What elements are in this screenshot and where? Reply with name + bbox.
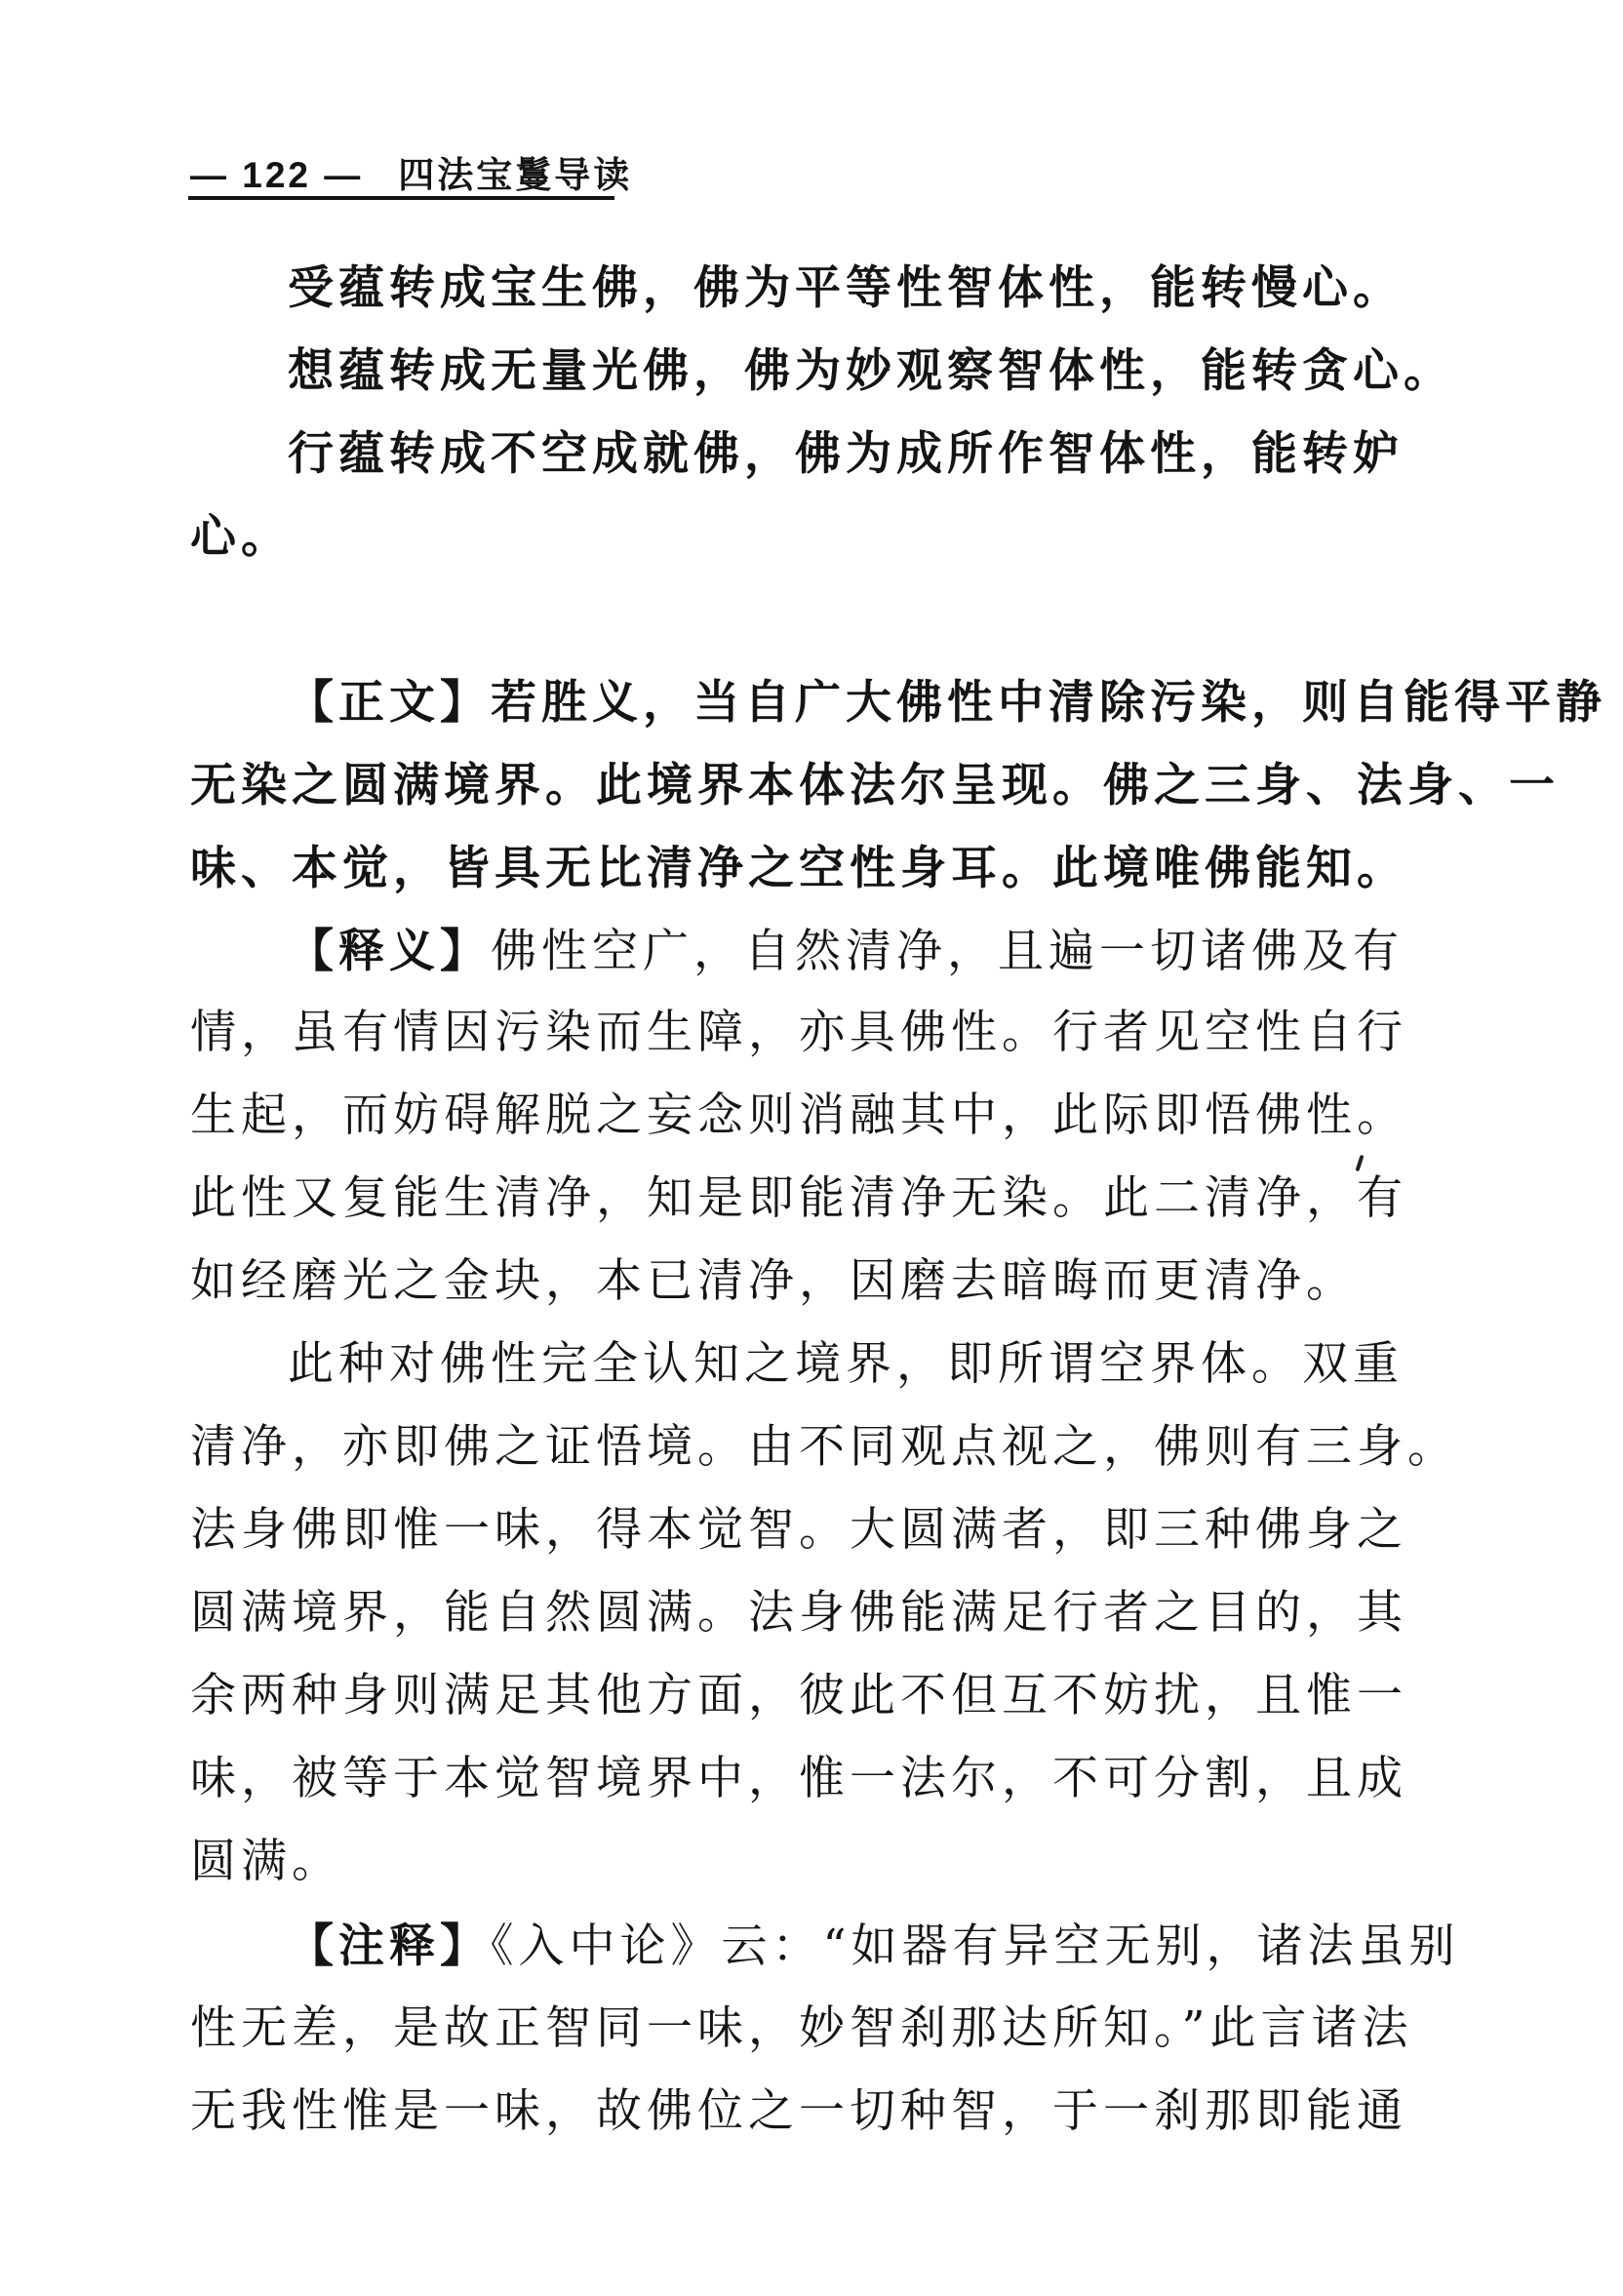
text-line: 圆满。: [190, 1837, 342, 1887]
text-line: 无我性惟是一味，故佛位之一切种智，于一刹那即能通: [190, 2084, 1407, 2138]
text-line: 心。: [190, 510, 292, 562]
text-line: 受蕴转成宝生佛，佛为平等性智体性，能转慢心。: [288, 261, 1404, 313]
text-line: 行蕴转成不空成就佛，佛为成所作智体性，能转妒: [288, 427, 1404, 479]
text-line: 圆满境界，能自然圆满。法身佛能满足行者之目的，其: [190, 1588, 1407, 1639]
book-title: 四法宝鬘导读: [398, 155, 633, 195]
blank-line: [190, 577, 1522, 660]
text-line: 性无差，是故正智同一味，妙智刹那达所知。”此言诸法: [190, 2001, 1413, 2055]
section-label-shiyi: 【释义】: [288, 925, 491, 976]
body-text: [190, 246, 1606, 2153]
section-label-zhushi: 【注释】: [288, 1920, 491, 1971]
section-label-zhengwen: 【正文】: [288, 676, 491, 728]
text-line: 味、本觉，皆具无比清净之空性身耳。此境唯佛能知。: [190, 842, 1407, 893]
text-line: 法身佛即惟一味，得本觉智。大圆满者，即三种佛身之: [190, 1505, 1407, 1556]
text-line: 清净，亦即佛之证悟境。由不同观点视之，佛则有三身。: [190, 1422, 1458, 1473]
text-line: 生起，而妨碍解脱之妄念则消融其中，此际即悟佛性。: [190, 1090, 1407, 1141]
running-head: [190, 152, 632, 197]
text-line: 情，虽有情因污染而生障，亦具佛性。行者见空性自行: [190, 1008, 1407, 1058]
text-line: 余两种身则满足其他方面，彼此不但互不妨扰，且惟一: [190, 1671, 1407, 1722]
text-line: 如经磨光之金块，本已清净，因磨去暗晦而更清净。: [190, 1256, 1357, 1307]
text-line-zhushi-start: 【注释】《入中论》云：“如器有异空无别，诸法虽别: [288, 1920, 1460, 1973]
text-line: 想蕴转成无量光佛，佛为妙观察智体性，能转贪心。: [288, 344, 1454, 396]
text-line: 此性又复能生清净，知是即能清净无染。此二清净，有: [190, 1173, 1407, 1224]
text-line-shiyi-start: 【释义】佛性空广，自然清净，且遍一切诸佛及有: [288, 925, 1404, 977]
text-line: 此种对佛性完全认知之境界，即所谓空界体。双重: [288, 1339, 1404, 1390]
text-line: 味，被等于本觉智境界中，惟一法尔，不可分割，且成: [190, 1754, 1407, 1804]
text-line: 无染之圆满境界。此境界本体法尔呈现。佛之三身、法身、一: [190, 759, 1560, 811]
page-number: — 122 —: [190, 155, 364, 195]
text-line-zhengwen-start: 【正文】若胜义，当自广大佛性中清除污染，则自能得平静: [288, 676, 1606, 728]
header-rule: [188, 196, 614, 200]
